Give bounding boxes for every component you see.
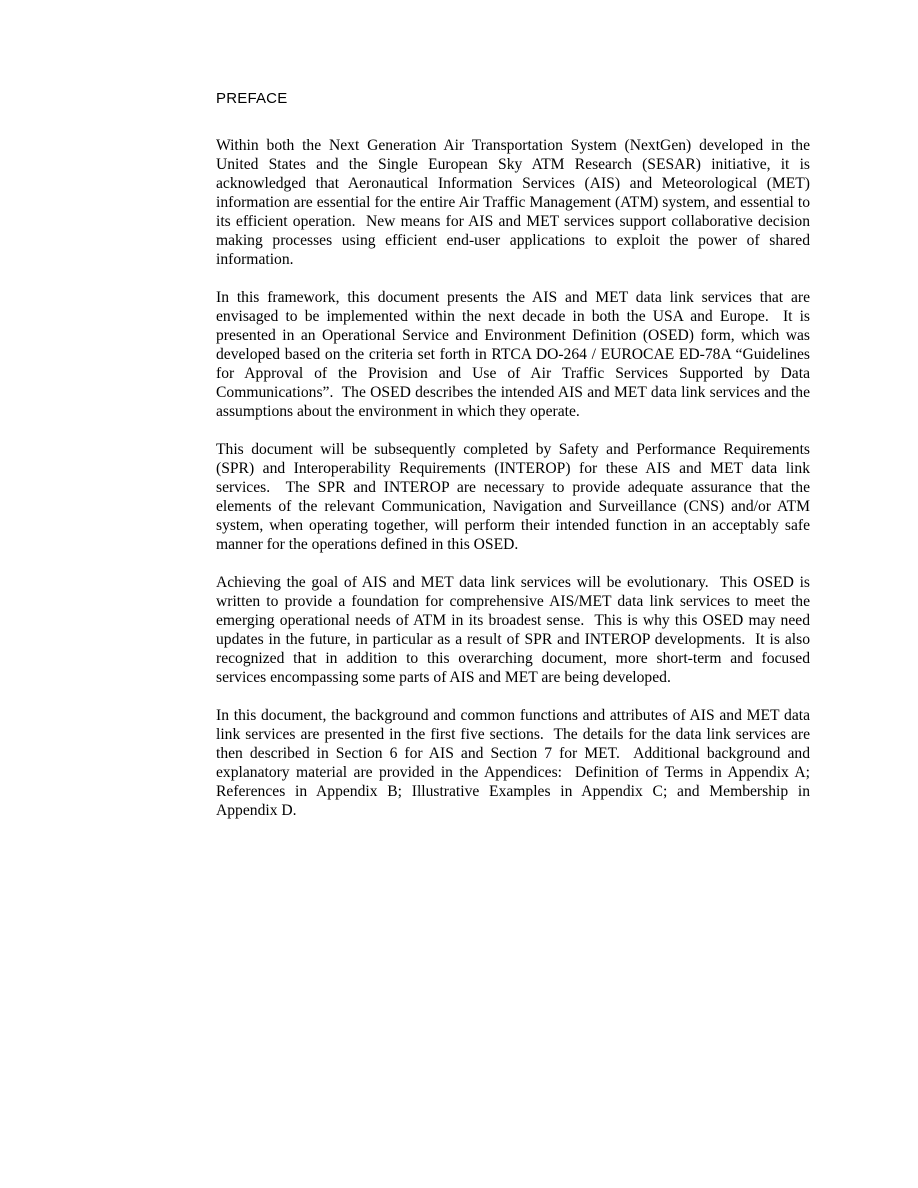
- page-content: [216, 89, 814, 839]
- paragraph-3: This document will be subsequently completed by Safety and Performance Requirements (SPR) and Interoperability Requirements (INTEROP) for these AIS and MET data link services. The SPR and INTEROP are necessary to provide adequate assurance that the elements of the relevant Communication, Navigation and Surveillance (CNS) and/or ATM system, when operating together, will perform their intended function in an acceptably safe manner for the operations defined in this OSED.: [216, 441, 814, 553]
- paragraph-5: In this document, the background and common functions and attributes of AIS and MET data link services are presented in the first five sections. The details for the data link services are then described in Section 6 for AIS and Section 7 for MET. Additional background and explanatory material are provided in the Appendices: Definition of Terms in Appendix A; References in Appendix B; Illustrative Examples in Appendix C; and Membership in Appendix D.: [216, 707, 814, 819]
- paragraph-2: In this framework, this document presents the AIS and MET data link services that are envisaged to be implemented within the next decade in both the USA and Europe. It is presented in an Operational Service and Environment Definition (OSED) form, which was developed based on the criteria set forth in RTCA DO-264 / EUROCAE ED-78A “Guidelines for Approval of the Provision and Use of Air Traffic Services Supported by Data Communications”. The OSED describes the intended AIS and MET data link services and the assumptions about the environment in which they operate.: [216, 289, 814, 420]
- paragraph-4: Achieving the goal of AIS and MET data link services will be evolutionary. This OSED is written to provide a foundation for comprehensive AIS/MET data link services to meet the emerging operational needs of ATM in its broadest sense. This is why this OSED may need updates in the future, in particular as a result of SPR and INTEROP developments. It is also recognized that in addition to this overarching document, more short-term and focused services encompassing some parts of AIS and MET are being developed.: [216, 574, 814, 686]
- paragraph-1: Within both the Next Generation Air Transportation System (NextGen) developed in the United States and the Single European Sky ATM Research (SESAR) initiative, it is acknowledged that Aeronautical Information Services (AIS) and Meteorological (MET) information are essential for the entire Air Traffic Management (ATM) system, and essential to its efficient operation. New means for AIS and MET services support collaborative decision making processes using efficient end-user applications to exploit the power of shared information.: [216, 137, 814, 268]
- section-heading: PREFACE: [216, 90, 288, 107]
